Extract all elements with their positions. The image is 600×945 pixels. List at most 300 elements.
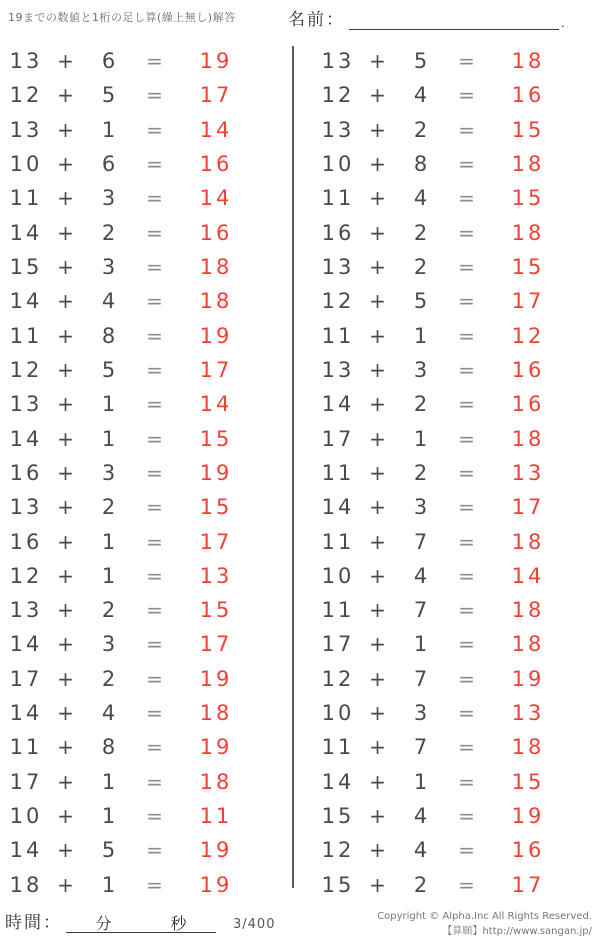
operand-b: 2 [413, 220, 431, 245]
problem-row [8, 456, 250, 490]
plus-sign: + [57, 392, 77, 417]
answer: 16 [511, 838, 545, 863]
operand-a: 11 [9, 735, 43, 760]
answer: 17 [511, 289, 545, 314]
operand-a: 14 [9, 838, 43, 863]
plus-sign: + [57, 598, 77, 623]
problem-row [320, 387, 562, 421]
operand-a: 11 [321, 323, 355, 348]
plus-sign: + [369, 426, 389, 451]
operand-a: 11 [321, 529, 355, 554]
plus-sign: + [369, 804, 389, 829]
operand-b: 8 [101, 323, 119, 348]
equals-sign: = [146, 392, 166, 417]
equals-sign: = [458, 289, 478, 314]
plus-sign: + [369, 460, 389, 485]
equals-sign: = [458, 392, 478, 417]
operand-b: 3 [101, 186, 119, 211]
operand-a: 13 [9, 392, 43, 417]
answer: 17 [511, 495, 545, 520]
operand-b: 2 [101, 666, 119, 691]
operand-a: 13 [321, 357, 355, 382]
answer: 18 [511, 529, 545, 554]
equals-sign: = [458, 323, 478, 348]
plus-sign: + [57, 49, 77, 74]
problem-row [320, 113, 562, 147]
operand-b: 6 [101, 152, 119, 177]
plus-sign: + [57, 666, 77, 691]
plus-sign: + [57, 357, 77, 382]
equals-sign: = [458, 426, 478, 451]
answer: 14 [199, 186, 233, 211]
answer: 18 [511, 735, 545, 760]
operand-b: 8 [101, 735, 119, 760]
plus-sign: + [57, 563, 77, 588]
answer: 16 [511, 357, 545, 382]
problem-row [320, 833, 562, 867]
operand-b: 4 [413, 804, 431, 829]
operand-a: 10 [321, 152, 355, 177]
problem-row [8, 490, 250, 524]
operand-b: 5 [413, 289, 431, 314]
answer: 14 [199, 392, 233, 417]
operand-b: 1 [413, 632, 431, 657]
problem-row [320, 456, 562, 490]
plus-sign: + [369, 220, 389, 245]
answer: 19 [199, 872, 233, 897]
plus-sign: + [369, 49, 389, 74]
name-blank-line [349, 8, 559, 30]
operand-a: 13 [9, 49, 43, 74]
plus-sign: + [57, 83, 77, 108]
answer: 18 [199, 289, 233, 314]
answer: 15 [199, 426, 233, 451]
problem-row [8, 78, 250, 112]
operand-a: 15 [9, 255, 43, 280]
equals-sign: = [458, 357, 478, 382]
equals-sign: = [458, 598, 478, 623]
plus-sign: + [57, 323, 77, 348]
plus-sign: + [369, 357, 389, 382]
problem-row [320, 78, 562, 112]
equals-sign: = [146, 666, 166, 691]
plus-sign: + [369, 769, 389, 794]
operand-b: 3 [101, 255, 119, 280]
problem-row [8, 696, 250, 730]
equals-sign: = [146, 49, 166, 74]
operand-a: 12 [321, 838, 355, 863]
operand-b: 4 [413, 83, 431, 108]
answer: 16 [511, 392, 545, 417]
equals-sign: = [146, 220, 166, 245]
problem-row [320, 868, 562, 902]
equals-sign: = [146, 83, 166, 108]
operand-b: 2 [413, 872, 431, 897]
equals-sign: = [146, 735, 166, 760]
operand-a: 14 [9, 220, 43, 245]
equals-sign: = [458, 804, 478, 829]
problem-row [8, 662, 250, 696]
problems-column-right [320, 44, 562, 902]
plus-sign: + [369, 563, 389, 588]
operand-b: 2 [413, 117, 431, 142]
time-blank-line [66, 911, 216, 933]
operand-a: 11 [321, 186, 355, 211]
problem-row [320, 44, 562, 78]
problem-row [320, 799, 562, 833]
worksheet-title: 19までの数値と1桁の足し算(繰上無し)解答 [8, 11, 236, 24]
plus-sign: + [369, 598, 389, 623]
equals-sign: = [458, 255, 478, 280]
plus-sign: + [369, 392, 389, 417]
problem-row [8, 216, 250, 250]
operand-b: 1 [413, 426, 431, 451]
plus-sign: + [369, 495, 389, 520]
operand-a: 13 [9, 495, 43, 520]
answer: 17 [199, 357, 233, 382]
operand-b: 6 [101, 49, 119, 74]
page-number: 3/400 [233, 917, 276, 932]
answer: 14 [511, 563, 545, 588]
equals-sign: = [146, 186, 166, 211]
problem-row [320, 627, 562, 661]
operand-a: 16 [9, 529, 43, 554]
operand-b: 5 [101, 83, 119, 108]
operand-a: 16 [321, 220, 355, 245]
problem-row [320, 730, 562, 764]
equals-sign: = [458, 220, 478, 245]
operand-b: 4 [413, 563, 431, 588]
problem-row [8, 524, 250, 558]
answer: 18 [511, 49, 545, 74]
plus-sign: + [57, 255, 77, 280]
operand-b: 3 [413, 357, 431, 382]
operand-b: 1 [101, 804, 119, 829]
operand-b: 1 [413, 769, 431, 794]
equals-sign: = [146, 872, 166, 897]
operand-b: 1 [413, 323, 431, 348]
equals-sign: = [146, 804, 166, 829]
problem-row [8, 387, 250, 421]
operand-a: 12 [9, 563, 43, 588]
problem-row [320, 593, 562, 627]
equals-sign: = [146, 289, 166, 314]
operand-b: 1 [101, 769, 119, 794]
operand-b: 8 [413, 152, 431, 177]
problem-row [8, 353, 250, 387]
plus-sign: + [369, 838, 389, 863]
operand-b: 7 [413, 735, 431, 760]
operand-b: 4 [413, 838, 431, 863]
operand-b: 3 [101, 632, 119, 657]
operand-a: 11 [321, 460, 355, 485]
answer: 18 [511, 632, 545, 657]
operand-a: 12 [321, 83, 355, 108]
problem-row [8, 181, 250, 215]
equals-sign: = [146, 598, 166, 623]
problem-row [320, 490, 562, 524]
answer: 19 [199, 666, 233, 691]
operand-a: 11 [321, 598, 355, 623]
plus-sign: + [57, 872, 77, 897]
operand-b: 5 [413, 49, 431, 74]
operand-b: 1 [101, 117, 119, 142]
problem-row [320, 353, 562, 387]
plus-sign: + [57, 701, 77, 726]
equals-sign: = [146, 255, 166, 280]
operand-a: 13 [321, 49, 355, 74]
equals-sign: = [458, 872, 478, 897]
plus-sign: + [57, 804, 77, 829]
equals-sign: = [458, 83, 478, 108]
operand-a: 18 [9, 872, 43, 897]
answer: 12 [511, 323, 545, 348]
operand-a: 13 [321, 117, 355, 142]
operand-b: 2 [101, 598, 119, 623]
answer: 15 [511, 186, 545, 211]
operand-a: 17 [9, 769, 43, 794]
problem-row [8, 147, 250, 181]
equals-sign: = [458, 529, 478, 554]
answer: 15 [511, 117, 545, 142]
operand-b: 4 [101, 289, 119, 314]
plus-sign: + [369, 152, 389, 177]
answer: 16 [199, 152, 233, 177]
problem-row [8, 833, 250, 867]
answer: 18 [511, 152, 545, 177]
answer: 15 [199, 495, 233, 520]
plus-sign: + [57, 632, 77, 657]
answer: 18 [511, 220, 545, 245]
answer: 16 [511, 83, 545, 108]
equals-sign: = [146, 460, 166, 485]
operand-a: 15 [321, 804, 355, 829]
operand-a: 12 [9, 83, 43, 108]
operand-a: 12 [9, 357, 43, 382]
problem-row [8, 559, 250, 593]
operand-b: 3 [413, 495, 431, 520]
copyright-line1: Copyright © Alpha.Inc All Rights Reserved. [377, 911, 592, 922]
equals-sign: = [458, 735, 478, 760]
operand-a: 10 [321, 563, 355, 588]
equals-sign: = [458, 838, 478, 863]
plus-sign: + [57, 186, 77, 211]
equals-sign: = [146, 495, 166, 520]
problem-row [8, 421, 250, 455]
answer: 17 [199, 83, 233, 108]
column-divider-line [292, 46, 294, 888]
problem-row [8, 765, 250, 799]
operand-b: 2 [101, 220, 119, 245]
seconds-label: 秒 [170, 916, 187, 933]
problem-row [320, 319, 562, 353]
equals-sign: = [458, 701, 478, 726]
operand-a: 13 [321, 255, 355, 280]
problem-row [320, 696, 562, 730]
plus-sign: + [369, 632, 389, 657]
equals-sign: = [458, 563, 478, 588]
plus-sign: + [369, 735, 389, 760]
plus-sign: + [57, 838, 77, 863]
problem-row [320, 421, 562, 455]
answer: 18 [511, 598, 545, 623]
answer: 13 [199, 563, 233, 588]
operand-a: 11 [9, 323, 43, 348]
plus-sign: + [369, 289, 389, 314]
answer: 19 [199, 49, 233, 74]
answer: 14 [199, 117, 233, 142]
operand-a: 11 [9, 186, 43, 211]
answer: 15 [511, 769, 545, 794]
operand-a: 10 [321, 701, 355, 726]
operand-a: 13 [9, 598, 43, 623]
operand-b: 2 [413, 392, 431, 417]
plus-sign: + [57, 495, 77, 520]
answer: 19 [199, 735, 233, 760]
problem-row [8, 799, 250, 833]
answer: 19 [199, 838, 233, 863]
problem-row [320, 559, 562, 593]
problem-row [320, 147, 562, 181]
copyright [377, 910, 592, 939]
operand-a: 10 [9, 804, 43, 829]
answer: 19 [511, 804, 545, 829]
equals-sign: = [458, 769, 478, 794]
problem-row [320, 765, 562, 799]
answer: 16 [199, 220, 233, 245]
equals-sign: = [458, 152, 478, 177]
answer: 18 [199, 769, 233, 794]
equals-sign: = [146, 426, 166, 451]
problem-row [320, 662, 562, 696]
equals-sign: = [458, 632, 478, 657]
problem-row [8, 627, 250, 661]
operand-b: 5 [101, 838, 119, 863]
equals-sign: = [146, 152, 166, 177]
problem-row [8, 113, 250, 147]
operand-b: 7 [413, 598, 431, 623]
answer: 18 [199, 701, 233, 726]
answer: 17 [199, 632, 233, 657]
problem-row [8, 593, 250, 627]
problem-row [320, 181, 562, 215]
operand-b: 1 [101, 563, 119, 588]
plus-sign: + [57, 152, 77, 177]
operand-a: 14 [9, 426, 43, 451]
operand-a: 14 [321, 769, 355, 794]
operand-a: 13 [9, 117, 43, 142]
equals-sign: = [146, 323, 166, 348]
problem-row [8, 730, 250, 764]
answer: 18 [199, 255, 233, 280]
problem-row [320, 250, 562, 284]
minutes-label: 分 [95, 916, 112, 933]
plus-sign: + [57, 735, 77, 760]
equals-sign: = [458, 460, 478, 485]
operand-b: 5 [101, 357, 119, 382]
equals-sign: = [146, 563, 166, 588]
problem-row [8, 868, 250, 902]
equals-sign: = [146, 769, 166, 794]
time-field [5, 908, 216, 933]
problems-column-left [8, 44, 250, 902]
operand-a: 17 [321, 632, 355, 657]
problem-row [320, 216, 562, 250]
equals-sign: = [146, 632, 166, 657]
plus-sign: + [369, 255, 389, 280]
plus-sign: + [57, 529, 77, 554]
equals-sign: = [146, 117, 166, 142]
plus-sign: + [369, 666, 389, 691]
operand-b: 3 [413, 701, 431, 726]
plus-sign: + [369, 701, 389, 726]
plus-sign: + [57, 289, 77, 314]
operand-a: 12 [321, 666, 355, 691]
operand-a: 14 [9, 632, 43, 657]
name-label: 名前： [288, 10, 345, 29]
answer: 17 [199, 529, 233, 554]
plus-sign: + [369, 117, 389, 142]
operand-b: 3 [101, 460, 119, 485]
operand-a: 14 [321, 392, 355, 417]
operand-b: 7 [413, 529, 431, 554]
plus-sign: + [369, 872, 389, 897]
answer: 13 [511, 460, 545, 485]
equals-sign: = [458, 495, 478, 520]
operand-a: 11 [321, 735, 355, 760]
operand-a: 15 [321, 872, 355, 897]
answer: 15 [511, 255, 545, 280]
equals-sign: = [458, 666, 478, 691]
answer: 19 [511, 666, 545, 691]
operand-b: 2 [101, 495, 119, 520]
operand-b: 4 [101, 701, 119, 726]
answer: 13 [511, 701, 545, 726]
plus-sign: + [369, 186, 389, 211]
operand-a: 16 [9, 460, 43, 485]
problem-row [8, 284, 250, 318]
plus-sign: + [369, 323, 389, 348]
answer: 19 [199, 460, 233, 485]
plus-sign: + [57, 426, 77, 451]
problem-row [8, 250, 250, 284]
operand-a: 10 [9, 152, 43, 177]
equals-sign: = [146, 838, 166, 863]
operand-b: 7 [413, 666, 431, 691]
operand-a: 17 [9, 666, 43, 691]
operand-a: 14 [9, 701, 43, 726]
operand-b: 2 [413, 255, 431, 280]
equals-sign: = [146, 529, 166, 554]
answer: 11 [199, 804, 233, 829]
problem-row [320, 524, 562, 558]
problem-row [8, 44, 250, 78]
plus-sign: + [57, 117, 77, 142]
equals-sign: = [146, 701, 166, 726]
copyright-line2: 【算願】http://www.sangan.jp/ [442, 925, 592, 937]
plus-sign: + [369, 83, 389, 108]
time-label: 時間： [5, 913, 62, 932]
operand-a: 17 [321, 426, 355, 451]
operand-a: 12 [321, 289, 355, 314]
operand-b: 1 [101, 529, 119, 554]
problem-row [320, 284, 562, 318]
operand-a: 14 [9, 289, 43, 314]
answer: 18 [511, 426, 545, 451]
operand-b: 1 [101, 426, 119, 451]
plus-sign: + [57, 769, 77, 794]
operand-b: 1 [101, 872, 119, 897]
